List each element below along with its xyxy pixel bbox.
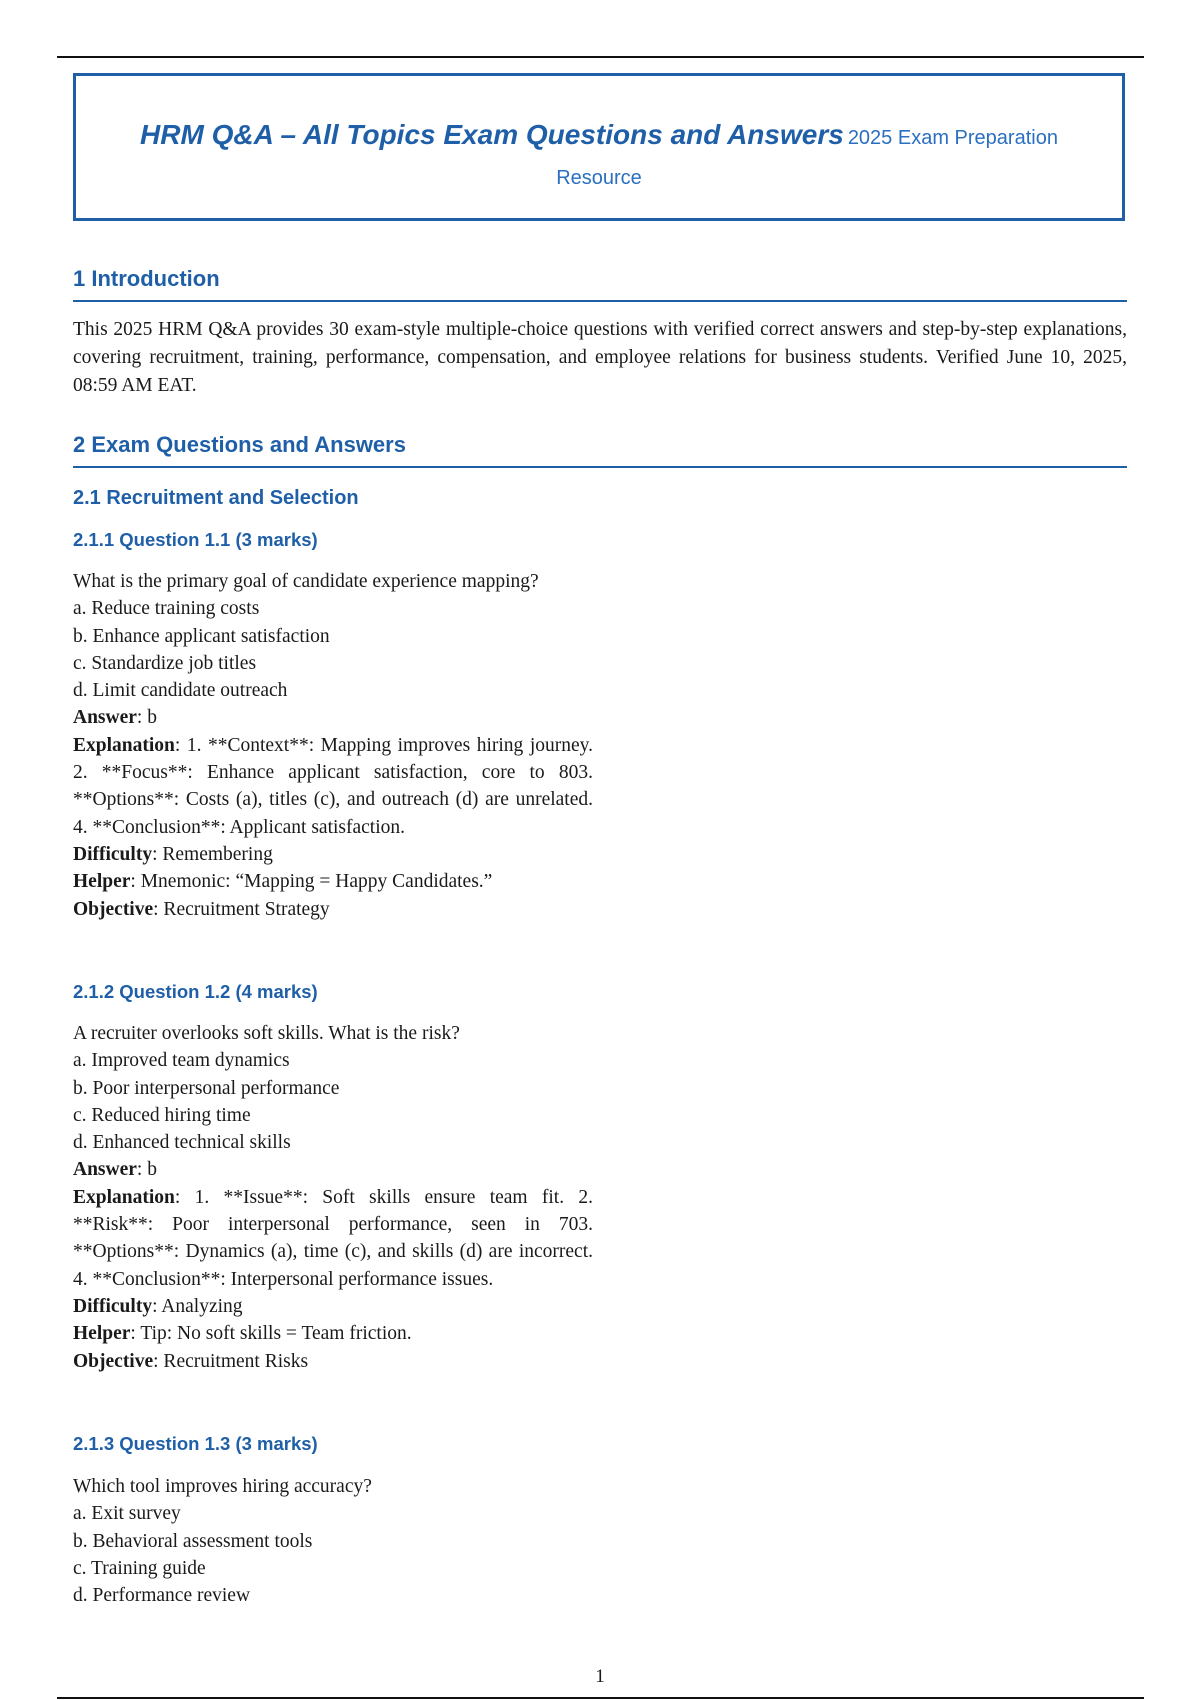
subsection-recruitment	[73, 487, 1127, 510]
question-heading-1-1	[73, 529, 1127, 551]
question-block-1-2	[73, 1020, 593, 1375]
option-c: c. Reduced hiring time	[73, 1104, 251, 1126]
difficulty-label: Difficulty	[73, 843, 153, 865]
exam-section	[73, 432, 1127, 468]
question-stem: Which tool improves hiring accuracy?	[73, 1476, 372, 1497]
answer-label: Answer	[73, 1159, 137, 1181]
option-c: c. Training guide	[73, 1557, 206, 1579]
question-title: 2.1.1 Question 1.1 (3 marks)	[73, 529, 318, 550]
question-stem: A recruiter overlooks soft skills. What is the risk?	[73, 1023, 460, 1044]
question-heading-1-2	[73, 981, 1127, 1003]
answer-value: : b	[136, 1159, 157, 1181]
question-heading-1-3	[73, 1433, 1127, 1455]
helper-label: Helper	[73, 871, 131, 893]
explanation-label: Explanation	[73, 734, 175, 756]
explanation-text: : 1. **Context**: Mapping improves hiring journey. 2. **Focus**: Enhance applicant satisfaction, core to 803. **Options**: Costs (a), titles (c), and outreach (d) are unrelated. 4. **Conclusion**: Applicant satisfaction.	[73, 734, 593, 838]
answer-line	[73, 704, 593, 731]
question-title: 2.1.2 Question 1.2 (4 marks)	[73, 981, 318, 1002]
objective-line	[73, 1348, 593, 1375]
option-d: d. Enhanced technical skills	[73, 1132, 291, 1154]
answer-label: Answer	[73, 707, 137, 729]
question-block-1-1	[73, 568, 593, 923]
helper-line	[73, 1320, 593, 1347]
option-d: d. Performance review	[73, 1585, 251, 1607]
objective-line	[73, 896, 593, 923]
document-subtitle-cont: Resource	[556, 167, 642, 189]
option-b: b. Enhance applicant satisfaction	[73, 625, 330, 647]
bottom-rule	[57, 1697, 1144, 1699]
explanation-line	[73, 1184, 593, 1293]
helper-value: : Tip: No soft skills = Team friction.	[130, 1323, 412, 1345]
helper-label: Helper	[73, 1323, 131, 1345]
explanation-text: : 1. **Issue**: Soft skills ensure team fit. 2. **Risk**: Poor interpersonal performance, seen in 703. **Options**: Dynamics (a), time (c), and skills (d) are incorrect. 4. **Conclusion**: Interpersonal performance issues.	[73, 1186, 593, 1290]
title-box	[73, 73, 1125, 221]
section-heading-exam: 2 Exam Questions and Answers	[73, 432, 1127, 468]
answer-line	[73, 1156, 593, 1183]
document-subtitle: 2025 Exam Preparation	[847, 127, 1058, 149]
objective-label: Objective	[73, 1350, 154, 1372]
option-c: c. Standardize job titles	[73, 652, 257, 674]
document-title: HRM Q&A – All Topics Exam Questions and Answers	[140, 119, 844, 150]
explanation-line	[73, 732, 593, 841]
question-block-1-3	[73, 1473, 593, 1609]
introduction-text: This 2025 HRM Q&A provides 30 exam-style multiple-choice questions with verified correct answers and step-by-step explanations, covering recruitment, training, performance, compensation, and employee relations for business students. Verified June 10, 2025, 08:59 AM EAT.	[73, 319, 1127, 396]
option-b: b. Behavioral assessment tools	[73, 1530, 313, 1552]
question-stem: What is the primary goal of candidate experience mapping?	[73, 571, 539, 592]
subsection-heading: 2.1 Recruitment and Selection	[73, 487, 359, 509]
difficulty-value: : Analyzing	[152, 1295, 243, 1317]
top-rule	[57, 56, 1144, 58]
section-heading-introduction: 1 Introduction	[73, 266, 1127, 302]
difficulty-label: Difficulty	[73, 1295, 153, 1317]
introduction-section	[73, 266, 1127, 400]
answer-value: : b	[136, 707, 157, 729]
option-d: d. Limit candidate outreach	[73, 680, 288, 702]
difficulty-line	[73, 841, 593, 868]
objective-value: : Recruitment Strategy	[153, 898, 330, 920]
option-a: a. Exit survey	[73, 1503, 181, 1525]
question-title: 2.1.3 Question 1.3 (3 marks)	[73, 1433, 318, 1454]
helper-line	[73, 868, 593, 895]
page-number: 1	[595, 1666, 605, 1687]
objective-value: : Recruitment Risks	[153, 1350, 309, 1372]
difficulty-value: : Remembering	[152, 843, 273, 865]
difficulty-line	[73, 1293, 593, 1320]
option-b: b. Poor interpersonal performance	[73, 1077, 340, 1099]
helper-value: : Mnemonic: “Mapping = Happy Candidates.”	[130, 871, 493, 893]
explanation-label: Explanation	[73, 1186, 175, 1208]
option-a: a. Reduce training costs	[73, 598, 260, 620]
option-a: a. Improved team dynamics	[73, 1050, 290, 1072]
objective-label: Objective	[73, 898, 154, 920]
